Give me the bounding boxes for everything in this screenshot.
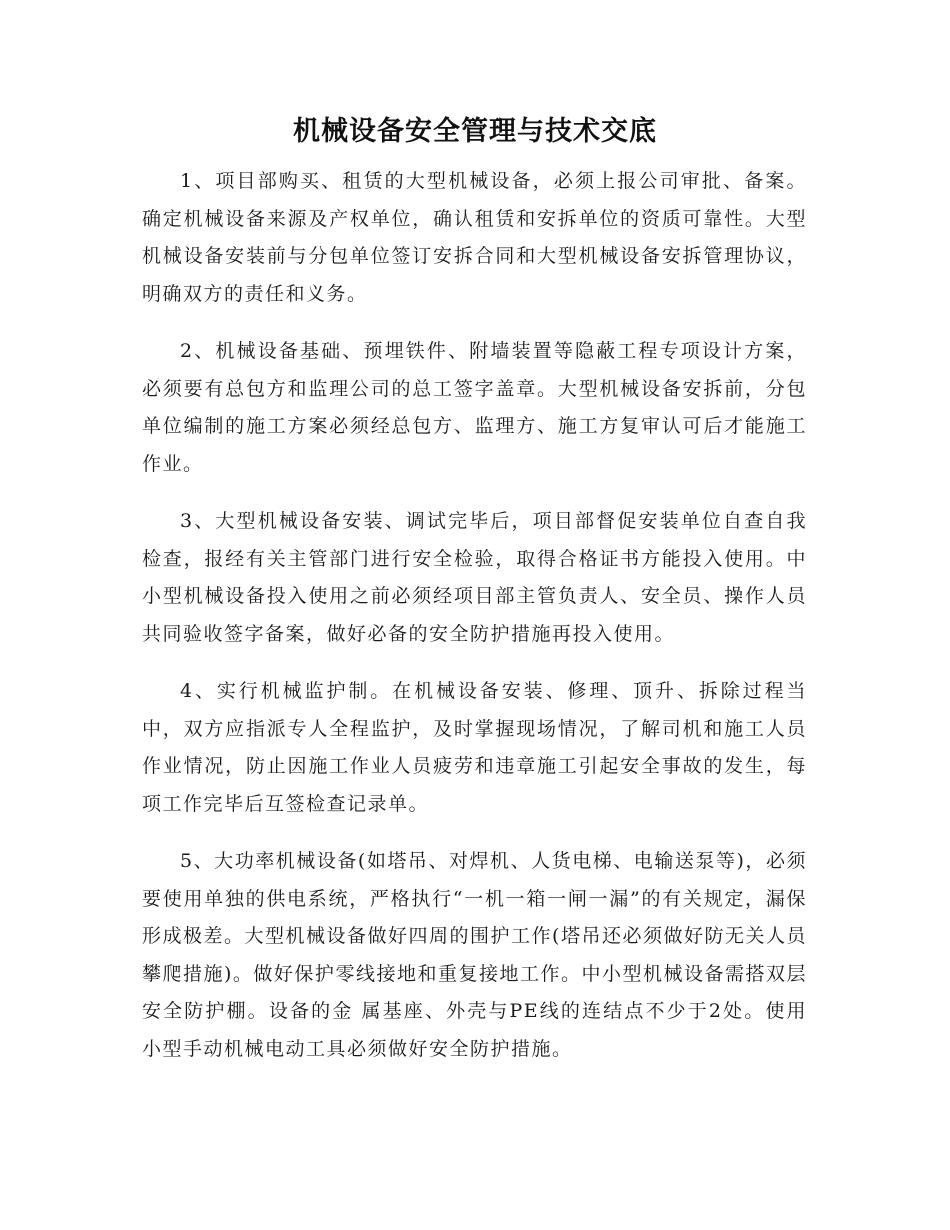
document-title: 机械设备安全管理与技术交底 [293, 116, 657, 147]
paragraph-5: 5、大功率机械设备(如塔吊、对焊机、人货电梯、电输送泵等)，必须要使用单独的供电系统，严格执行“一机一箱一闸一漏”的有关规定，漏保形成极差。大型机械设备做好四周的围护工作(塔吊还必须做好防无关人员攀爬措施)。做好保护零线接地和重复接地工作。中小型机械设备需搭双层安全防护棚。设备的金 属基座、外壳与PE线的连结点不少于2处。使用小型手动机械电动工具必须做好安全防护措施。 [142, 850, 807, 1060]
paragraph-4: 4、实行机械监护制。在机械设备安装、修理、顶升、拆除过程当中，双方应指派专人全程监护，及时掌握现场情况，了解司机和施工人员作业情况，防止因施工作业人员疲劳和违章施工引起安全事故的发生，每项工作完毕后互签检查记录单。 [142, 680, 807, 815]
paragraph-3: 3、大型机械设备安装、调试完毕后，项目部督促安装单位自查自我检查，报经有关主管部门进行安全检验，取得合格证书方能投入使用。中小型机械设备投入使用之前必须经项目部主管负责人、安全员、操作人员共同验收签字备案，做好必备的安全防护措施再投入使用。 [142, 510, 807, 645]
paragraph-1: 1、项目部购买、租赁的大型机械设备，必须上报公司审批、备案。确定机械设备来源及产权单位，确认租赁和安拆单位的资质可靠性。大型机械设备安装前与分包单位签订安拆合同和大型机械设备安拆管理协议，明确双方的责任和义务。 [142, 170, 807, 305]
document-body [142, 163, 807, 1088]
paragraph-2: 2、机械设备基础、预埋铁件、附墙装置等隐蔽工程专项设计方案，必须要有总包方和监理公司的总工签字盖章。大型机械设备安拆前，分包单位编制的施工方案必须经总包方、监理方、施工方复审认可后才能施工作业。 [142, 340, 807, 475]
